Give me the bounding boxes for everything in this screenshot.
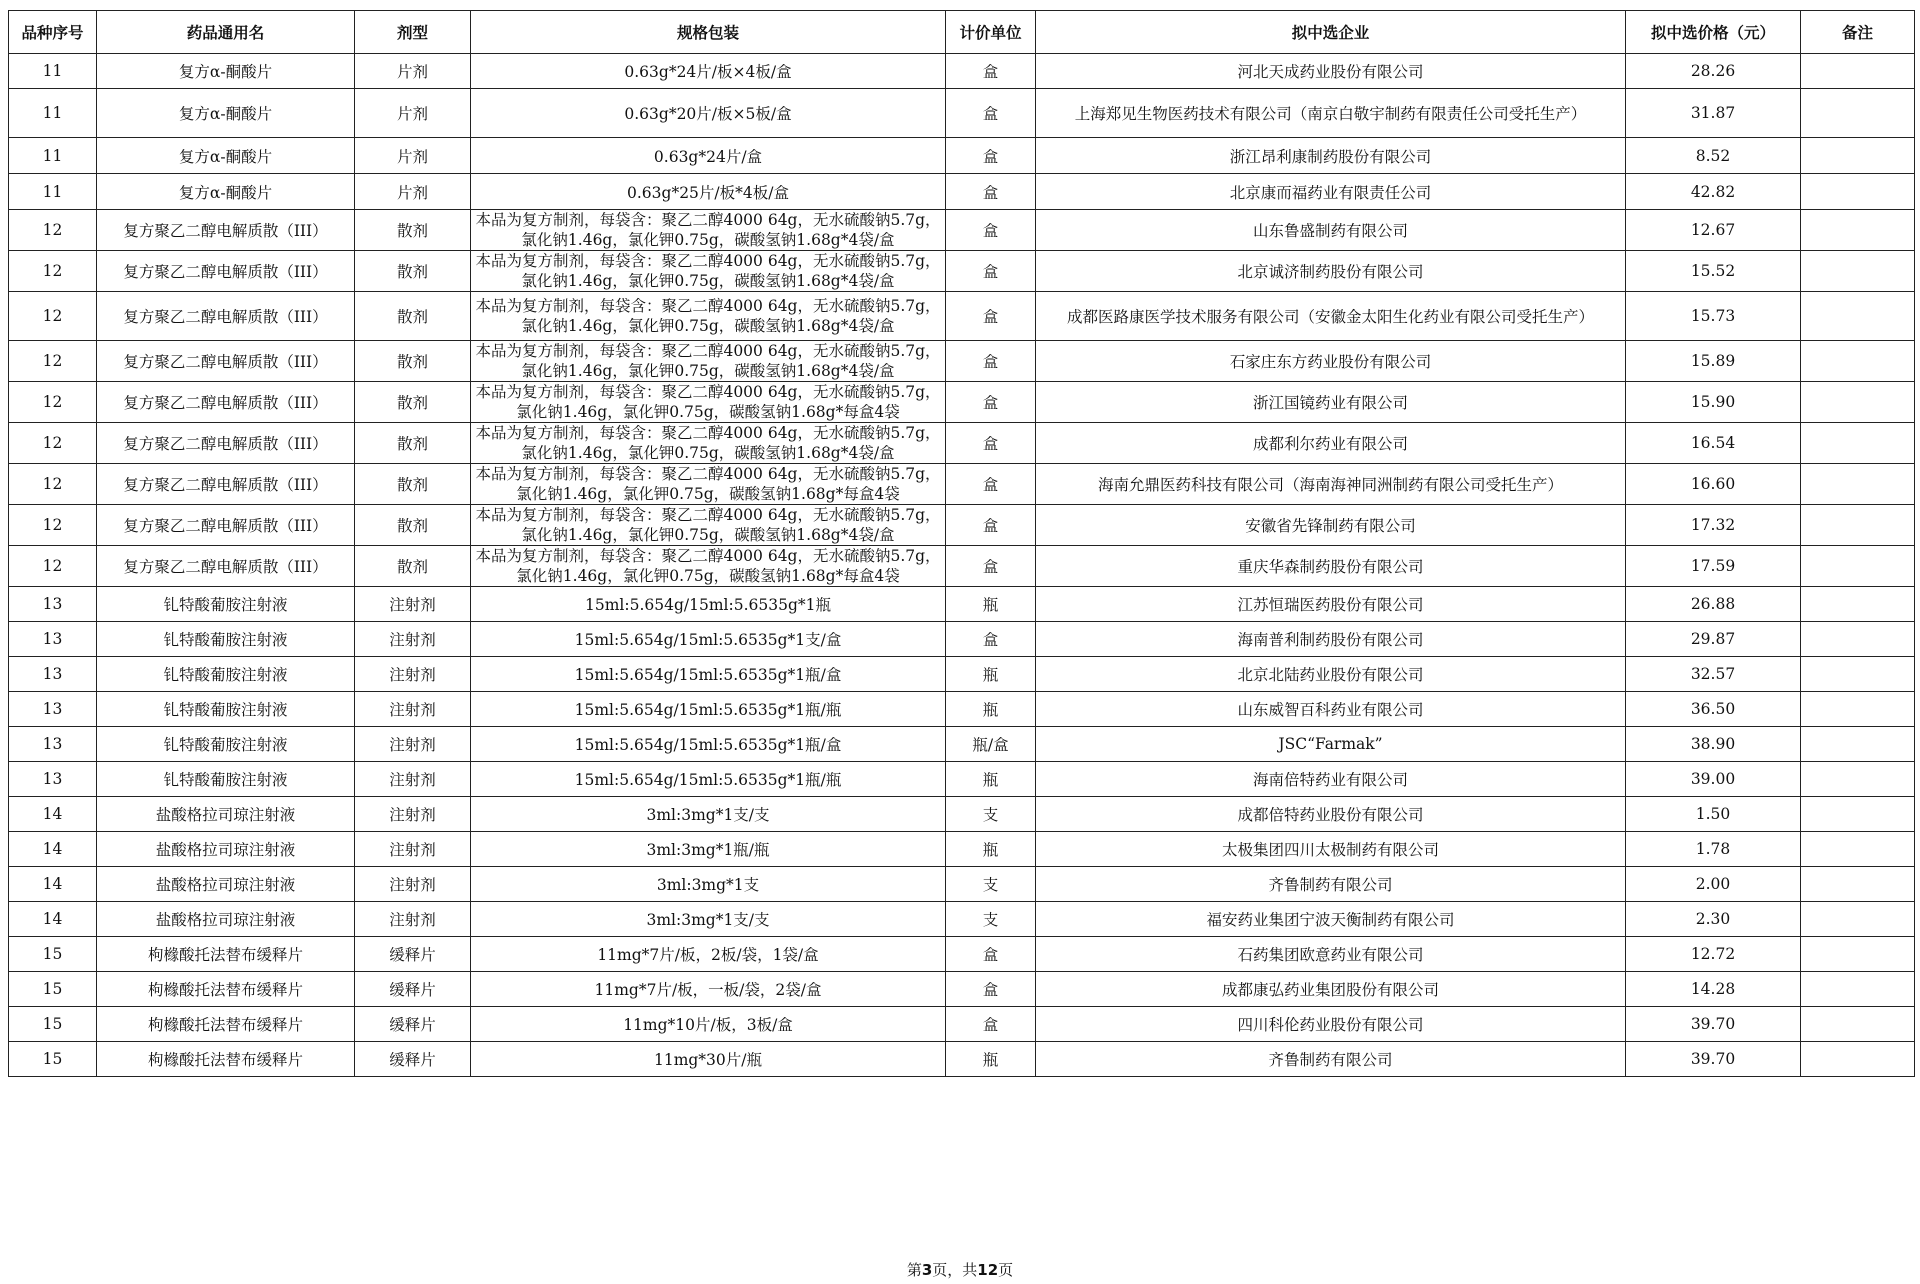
cell-note — [1801, 937, 1915, 972]
cell-unit: 支 — [946, 867, 1036, 902]
table-row — [9, 89, 1915, 138]
cell-spec: 本品为复方制剂，每袋含：聚乙二醇4000 64g，无水硫酸钠5.7g，氯化钠1.46g，氯化钾0.75g，碳酸氢钠1.68g*4袋/盒 — [471, 292, 946, 341]
cell-drug-name: 盐酸格拉司琼注射液 — [97, 867, 355, 902]
cell-spec: 本品为复方制剂，每袋含：聚乙二醇4000 64g，无水硫酸钠5.7g，氯化钠1.46g，氯化钾0.75g，碳酸氢钠1.68g*每盒4袋 — [471, 382, 946, 423]
cell-company: 齐鲁制药有限公司 — [1036, 1042, 1626, 1077]
cell-no: 13 — [9, 762, 97, 797]
cell-price: 12.72 — [1626, 937, 1801, 972]
cell-price: 39.00 — [1626, 762, 1801, 797]
cell-drug-name: 复方α-酮酸片 — [97, 138, 355, 174]
cell-price: 16.54 — [1626, 423, 1801, 464]
cell-no: 15 — [9, 937, 97, 972]
cell-price: 26.88 — [1626, 587, 1801, 622]
header-company: 拟中选企业 — [1036, 11, 1626, 54]
table-row — [9, 797, 1915, 832]
cell-no: 11 — [9, 89, 97, 138]
cell-no: 12 — [9, 251, 97, 292]
cell-note — [1801, 341, 1915, 382]
cell-drug-name: 枸橼酸托法替布缓释片 — [97, 1007, 355, 1042]
table-row — [9, 292, 1915, 341]
header-unit: 计价单位 — [946, 11, 1036, 54]
cell-dosage-form: 注射剂 — [355, 867, 471, 902]
cell-price: 39.70 — [1626, 1007, 1801, 1042]
cell-dosage-form: 注射剂 — [355, 692, 471, 727]
cell-dosage-form: 散剂 — [355, 464, 471, 505]
cell-note — [1801, 89, 1915, 138]
cell-dosage-form: 注射剂 — [355, 587, 471, 622]
cell-dosage-form: 散剂 — [355, 382, 471, 423]
cell-note — [1801, 546, 1915, 587]
cell-unit: 瓶 — [946, 657, 1036, 692]
cell-no: 13 — [9, 587, 97, 622]
cell-company: 河北天成药业股份有限公司 — [1036, 54, 1626, 89]
table-row — [9, 832, 1915, 867]
cell-dosage-form: 片剂 — [355, 54, 471, 89]
footer-mid: 页，共 — [932, 1261, 978, 1279]
cell-unit: 盒 — [946, 423, 1036, 464]
cell-dosage-form: 注射剂 — [355, 727, 471, 762]
cell-note — [1801, 972, 1915, 1007]
cell-spec: 本品为复方制剂，每袋含：聚乙二醇4000 64g，无水硫酸钠5.7g，氯化钠1.46g，氯化钾0.75g，碳酸氢钠1.68g*4袋/盒 — [471, 210, 946, 251]
cell-price: 1.78 — [1626, 832, 1801, 867]
cell-dosage-form: 注射剂 — [355, 832, 471, 867]
cell-unit: 盒 — [946, 138, 1036, 174]
cell-spec: 本品为复方制剂，每袋含：聚乙二醇4000 64g，无水硫酸钠5.7g，氯化钠1.46g，氯化钾0.75g，碳酸氢钠1.68g*4袋/盒 — [471, 341, 946, 382]
cell-company: JSC“Farmak” — [1036, 727, 1626, 762]
cell-unit: 盒 — [946, 210, 1036, 251]
cell-spec: 本品为复方制剂，每袋含：聚乙二醇4000 64g，无水硫酸钠5.7g，氯化钠1.46g，氯化钾0.75g，碳酸氢钠1.68g*每盒4袋 — [471, 546, 946, 587]
cell-company: 北京北陆药业股份有限公司 — [1036, 657, 1626, 692]
cell-drug-name: 复方聚乙二醇电解质散（III） — [97, 505, 355, 546]
table-row — [9, 251, 1915, 292]
cell-spec: 15ml:5.654g/15ml:5.6535g*1支/盒 — [471, 622, 946, 657]
cell-company: 海南普利制药股份有限公司 — [1036, 622, 1626, 657]
cell-unit: 盒 — [946, 89, 1036, 138]
cell-price: 36.50 — [1626, 692, 1801, 727]
cell-no: 13 — [9, 622, 97, 657]
cell-company: 江苏恒瑞医药股份有限公司 — [1036, 587, 1626, 622]
table-row — [9, 54, 1915, 89]
cell-note — [1801, 622, 1915, 657]
cell-spec: 11mg*7片/板，一板/袋，2袋/盒 — [471, 972, 946, 1007]
cell-drug-name: 钆特酸葡胺注射液 — [97, 622, 355, 657]
cell-unit: 瓶 — [946, 587, 1036, 622]
cell-unit: 支 — [946, 902, 1036, 937]
table-row — [9, 505, 1915, 546]
cell-price: 1.50 — [1626, 797, 1801, 832]
cell-unit: 盒 — [946, 505, 1036, 546]
cell-price: 15.90 — [1626, 382, 1801, 423]
cell-note — [1801, 464, 1915, 505]
cell-unit: 盒 — [946, 382, 1036, 423]
cell-no: 11 — [9, 138, 97, 174]
table-row — [9, 1042, 1915, 1077]
document-page — [8, 10, 1914, 1077]
table-body — [9, 54, 1915, 1077]
table-row — [9, 174, 1915, 210]
footer-prefix: 第 — [906, 1261, 922, 1279]
cell-price: 2.00 — [1626, 867, 1801, 902]
cell-no: 12 — [9, 546, 97, 587]
cell-unit: 盒 — [946, 292, 1036, 341]
cell-price: 8.52 — [1626, 138, 1801, 174]
cell-company: 安徽省先锋制药有限公司 — [1036, 505, 1626, 546]
cell-drug-name: 复方聚乙二醇电解质散（III） — [97, 251, 355, 292]
cell-spec: 15ml:5.654g/15ml:5.6535g*1瓶/瓶 — [471, 692, 946, 727]
cell-no: 12 — [9, 210, 97, 251]
cell-drug-name: 复方聚乙二醇电解质散（III） — [97, 464, 355, 505]
cell-spec: 本品为复方制剂，每袋含：聚乙二醇4000 64g，无水硫酸钠5.7g，氯化钠1.46g，氯化钾0.75g，碳酸氢钠1.68g*每盒4袋 — [471, 464, 946, 505]
cell-note — [1801, 867, 1915, 902]
cell-spec: 15ml:5.654g/15ml:5.6535g*1瓶 — [471, 587, 946, 622]
page-footer — [0, 1259, 1920, 1280]
cell-drug-name: 复方聚乙二醇电解质散（III） — [97, 546, 355, 587]
cell-drug-name: 复方α-酮酸片 — [97, 89, 355, 138]
cell-company: 北京康而福药业有限责任公司 — [1036, 174, 1626, 210]
header-no: 品种序号 — [9, 11, 97, 54]
cell-note — [1801, 54, 1915, 89]
cell-dosage-form: 缓释片 — [355, 937, 471, 972]
table-row — [9, 341, 1915, 382]
table-row — [9, 937, 1915, 972]
cell-note — [1801, 292, 1915, 341]
table-row — [9, 622, 1915, 657]
cell-price: 42.82 — [1626, 174, 1801, 210]
cell-drug-name: 复方α-酮酸片 — [97, 54, 355, 89]
cell-dosage-form: 散剂 — [355, 546, 471, 587]
cell-price: 32.57 — [1626, 657, 1801, 692]
cell-no: 12 — [9, 341, 97, 382]
cell-no: 12 — [9, 292, 97, 341]
cell-company: 成都康弘药业集团股份有限公司 — [1036, 972, 1626, 1007]
cell-note — [1801, 727, 1915, 762]
cell-drug-name: 钆特酸葡胺注射液 — [97, 692, 355, 727]
cell-spec: 3ml:3mg*1瓶/瓶 — [471, 832, 946, 867]
cell-no: 11 — [9, 174, 97, 210]
cell-spec: 0.63g*24片/板×4板/盒 — [471, 54, 946, 89]
cell-unit: 瓶/盒 — [946, 727, 1036, 762]
cell-spec: 11mg*7片/板，2板/袋，1袋/盒 — [471, 937, 946, 972]
cell-company: 成都倍特药业股份有限公司 — [1036, 797, 1626, 832]
cell-dosage-form: 片剂 — [355, 174, 471, 210]
drug-price-table — [8, 10, 1915, 1077]
cell-unit: 盒 — [946, 622, 1036, 657]
cell-note — [1801, 657, 1915, 692]
cell-spec: 本品为复方制剂，每袋含：聚乙二醇4000 64g，无水硫酸钠5.7g，氯化钠1.46g，氯化钾0.75g，碳酸氢钠1.68g*4袋/盒 — [471, 505, 946, 546]
cell-spec: 11mg*10片/板，3板/盒 — [471, 1007, 946, 1042]
cell-unit: 盒 — [946, 251, 1036, 292]
cell-spec: 0.63g*20片/板×5板/盒 — [471, 89, 946, 138]
cell-dosage-form: 片剂 — [355, 138, 471, 174]
cell-note — [1801, 174, 1915, 210]
cell-note — [1801, 1007, 1915, 1042]
cell-company: 山东威智百科药业有限公司 — [1036, 692, 1626, 727]
cell-no: 12 — [9, 382, 97, 423]
cell-dosage-form: 缓释片 — [355, 972, 471, 1007]
cell-no: 12 — [9, 423, 97, 464]
cell-unit: 盒 — [946, 174, 1036, 210]
cell-note — [1801, 210, 1915, 251]
cell-price: 12.67 — [1626, 210, 1801, 251]
cell-spec: 11mg*30片/瓶 — [471, 1042, 946, 1077]
cell-drug-name: 枸橼酸托法替布缓释片 — [97, 937, 355, 972]
cell-company: 浙江昂利康制药股份有限公司 — [1036, 138, 1626, 174]
cell-unit: 盒 — [946, 1007, 1036, 1042]
cell-company: 海南倍特药业有限公司 — [1036, 762, 1626, 797]
cell-company: 齐鲁制药有限公司 — [1036, 867, 1626, 902]
cell-dosage-form: 散剂 — [355, 210, 471, 251]
cell-spec: 0.63g*24片/盒 — [471, 138, 946, 174]
table-row — [9, 546, 1915, 587]
cell-note — [1801, 587, 1915, 622]
cell-drug-name: 盐酸格拉司琼注射液 — [97, 797, 355, 832]
table-row — [9, 727, 1915, 762]
cell-drug-name: 钆特酸葡胺注射液 — [97, 657, 355, 692]
cell-drug-name: 钆特酸葡胺注射液 — [97, 587, 355, 622]
cell-note — [1801, 251, 1915, 292]
cell-price: 15.89 — [1626, 341, 1801, 382]
cell-price: 15.73 — [1626, 292, 1801, 341]
cell-company: 石药集团欧意药业有限公司 — [1036, 937, 1626, 972]
table-row — [9, 464, 1915, 505]
cell-dosage-form: 注射剂 — [355, 657, 471, 692]
cell-unit: 瓶 — [946, 692, 1036, 727]
cell-dosage-form: 缓释片 — [355, 1007, 471, 1042]
cell-dosage-form: 散剂 — [355, 423, 471, 464]
cell-spec: 3ml:3mg*1支/支 — [471, 902, 946, 937]
cell-company: 福安药业集团宁波天衡制药有限公司 — [1036, 902, 1626, 937]
cell-unit: 支 — [946, 797, 1036, 832]
cell-drug-name: 复方聚乙二醇电解质散（III） — [97, 341, 355, 382]
cell-price: 15.52 — [1626, 251, 1801, 292]
cell-unit: 瓶 — [946, 762, 1036, 797]
cell-dosage-form: 注射剂 — [355, 762, 471, 797]
cell-drug-name: 复方聚乙二醇电解质散（III） — [97, 423, 355, 464]
cell-price: 14.28 — [1626, 972, 1801, 1007]
cell-price: 39.70 — [1626, 1042, 1801, 1077]
cell-note — [1801, 832, 1915, 867]
cell-company: 成都利尔药业有限公司 — [1036, 423, 1626, 464]
table-row — [9, 382, 1915, 423]
cell-unit: 盒 — [946, 937, 1036, 972]
table-row — [9, 657, 1915, 692]
cell-dosage-form: 注射剂 — [355, 797, 471, 832]
cell-spec: 0.63g*25片/板*4板/盒 — [471, 174, 946, 210]
cell-note — [1801, 797, 1915, 832]
cell-unit: 盒 — [946, 464, 1036, 505]
cell-company: 上海郑见生物医药技术有限公司（南京白敬宇制药有限责任公司受托生产） — [1036, 89, 1626, 138]
cell-dosage-form: 散剂 — [355, 292, 471, 341]
table-row — [9, 972, 1915, 1007]
table-row — [9, 210, 1915, 251]
cell-no: 12 — [9, 464, 97, 505]
cell-dosage-form: 缓释片 — [355, 1042, 471, 1077]
cell-drug-name: 复方聚乙二醇电解质散（III） — [97, 382, 355, 423]
cell-company: 海南允鼎医药科技有限公司（海南海神同洲制药有限公司受托生产） — [1036, 464, 1626, 505]
cell-price: 16.60 — [1626, 464, 1801, 505]
table-row — [9, 902, 1915, 937]
footer-page-total: 12 — [977, 1261, 999, 1279]
cell-note — [1801, 382, 1915, 423]
cell-no: 13 — [9, 692, 97, 727]
cell-dosage-form: 注射剂 — [355, 622, 471, 657]
cell-drug-name: 复方聚乙二醇电解质散（III） — [97, 292, 355, 341]
cell-dosage-form: 散剂 — [355, 341, 471, 382]
cell-no: 13 — [9, 727, 97, 762]
header-spec: 规格包装 — [471, 11, 946, 54]
cell-drug-name: 复方α-酮酸片 — [97, 174, 355, 210]
cell-company: 四川科伦药业股份有限公司 — [1036, 1007, 1626, 1042]
cell-no: 14 — [9, 832, 97, 867]
cell-no: 14 — [9, 867, 97, 902]
cell-no: 12 — [9, 505, 97, 546]
cell-spec: 15ml:5.654g/15ml:5.6535g*1瓶/瓶 — [471, 762, 946, 797]
cell-note — [1801, 138, 1915, 174]
cell-company: 成都医路康医学技术服务有限公司（安徽金太阳生化药业有限公司受托生产） — [1036, 292, 1626, 341]
cell-dosage-form: 散剂 — [355, 505, 471, 546]
cell-note — [1801, 762, 1915, 797]
cell-drug-name: 复方聚乙二醇电解质散（III） — [97, 210, 355, 251]
cell-spec: 本品为复方制剂，每袋含：聚乙二醇4000 64g，无水硫酸钠5.7g，氯化钠1.46g，氯化钾0.75g，碳酸氢钠1.68g*4袋/盒 — [471, 251, 946, 292]
cell-dosage-form: 散剂 — [355, 251, 471, 292]
cell-company: 石家庄东方药业股份有限公司 — [1036, 341, 1626, 382]
cell-unit: 瓶 — [946, 1042, 1036, 1077]
cell-unit: 瓶 — [946, 832, 1036, 867]
cell-company: 浙江国镜药业有限公司 — [1036, 382, 1626, 423]
cell-company: 重庆华森制药股份有限公司 — [1036, 546, 1626, 587]
cell-price: 28.26 — [1626, 54, 1801, 89]
cell-no: 15 — [9, 1042, 97, 1077]
table-row — [9, 762, 1915, 797]
header-drug-name: 药品通用名 — [97, 11, 355, 54]
cell-price: 2.30 — [1626, 902, 1801, 937]
cell-spec: 本品为复方制剂，每袋含：聚乙二醇4000 64g，无水硫酸钠5.7g，氯化钠1.46g，氯化钾0.75g，碳酸氢钠1.68g*4袋/盒 — [471, 423, 946, 464]
cell-unit: 盒 — [946, 972, 1036, 1007]
header-note: 备注 — [1801, 11, 1915, 54]
cell-price: 38.90 — [1626, 727, 1801, 762]
table-row — [9, 1007, 1915, 1042]
table-row — [9, 692, 1915, 727]
cell-drug-name: 枸橼酸托法替布缓释片 — [97, 1042, 355, 1077]
cell-spec: 15ml:5.654g/15ml:5.6535g*1瓶/盒 — [471, 657, 946, 692]
cell-no: 14 — [9, 797, 97, 832]
cell-drug-name: 枸橼酸托法替布缓释片 — [97, 972, 355, 1007]
cell-no: 13 — [9, 657, 97, 692]
header-dosage-form: 剂型 — [355, 11, 471, 54]
table-row — [9, 138, 1915, 174]
cell-price: 29.87 — [1626, 622, 1801, 657]
cell-unit: 盒 — [946, 54, 1036, 89]
cell-company: 山东鲁盛制药有限公司 — [1036, 210, 1626, 251]
table-row — [9, 423, 1915, 464]
cell-note — [1801, 1042, 1915, 1077]
table-header-row — [9, 11, 1915, 54]
cell-note — [1801, 902, 1915, 937]
cell-dosage-form: 注射剂 — [355, 902, 471, 937]
cell-no: 15 — [9, 1007, 97, 1042]
footer-page-number: 3 — [921, 1261, 933, 1279]
cell-drug-name: 钆特酸葡胺注射液 — [97, 727, 355, 762]
cell-drug-name: 盐酸格拉司琼注射液 — [97, 832, 355, 867]
cell-no: 15 — [9, 972, 97, 1007]
cell-price: 17.59 — [1626, 546, 1801, 587]
cell-note — [1801, 505, 1915, 546]
cell-drug-name: 盐酸格拉司琼注射液 — [97, 902, 355, 937]
cell-price: 17.32 — [1626, 505, 1801, 546]
table-row — [9, 587, 1915, 622]
table-row — [9, 867, 1915, 902]
cell-drug-name: 钆特酸葡胺注射液 — [97, 762, 355, 797]
cell-note — [1801, 692, 1915, 727]
cell-spec: 3ml:3mg*1支 — [471, 867, 946, 902]
cell-spec: 3ml:3mg*1支/支 — [471, 797, 946, 832]
cell-company: 太极集团四川太极制药有限公司 — [1036, 832, 1626, 867]
cell-unit: 盒 — [946, 546, 1036, 587]
cell-company: 北京诚济制药股份有限公司 — [1036, 251, 1626, 292]
cell-unit: 盒 — [946, 341, 1036, 382]
header-price: 拟中选价格（元） — [1626, 11, 1801, 54]
footer-suffix: 页 — [998, 1261, 1014, 1279]
cell-note — [1801, 423, 1915, 464]
cell-no: 14 — [9, 902, 97, 937]
cell-spec: 15ml:5.654g/15ml:5.6535g*1瓶/盒 — [471, 727, 946, 762]
cell-price: 31.87 — [1626, 89, 1801, 138]
cell-no: 11 — [9, 54, 97, 89]
cell-dosage-form: 片剂 — [355, 89, 471, 138]
